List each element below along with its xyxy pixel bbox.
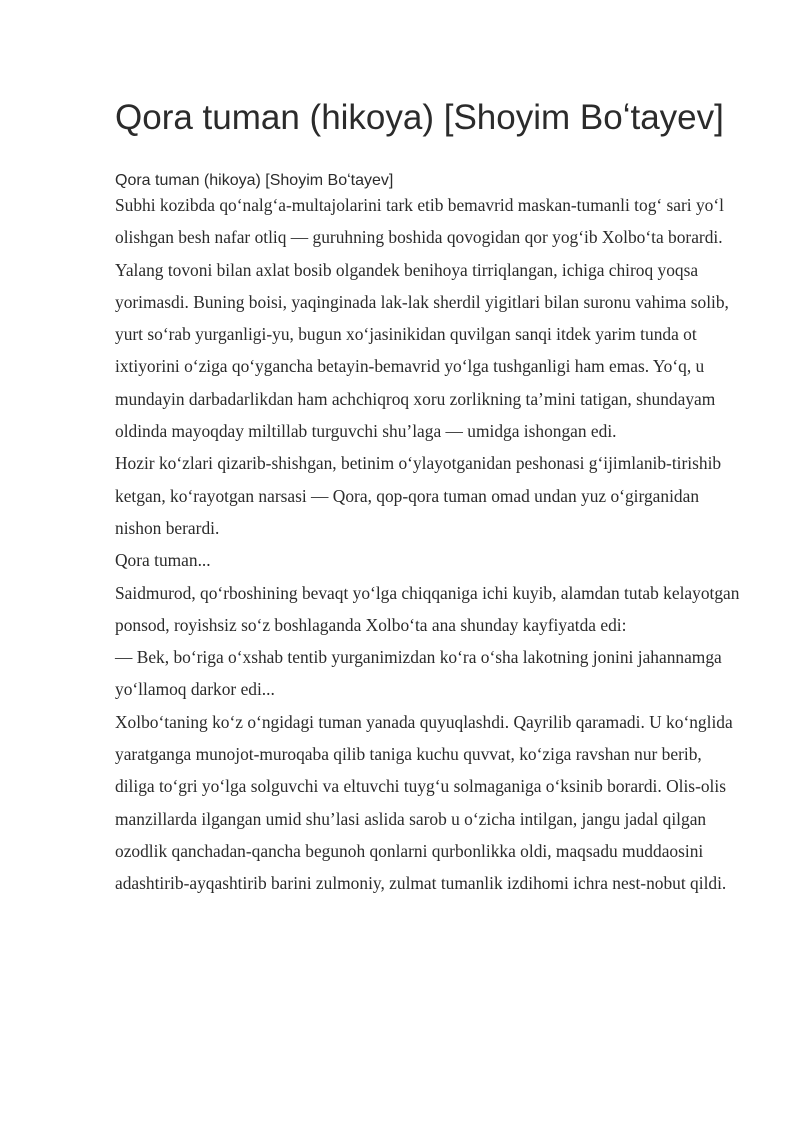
paragraph: Subhi kozibda qoʻnalgʻa-multajolarini tark etib bemavrid maskan-tumanli togʻ sari yoʻl olishgan besh nafar otliq — guruhning boshida qovogidan qor yogʻib Xolboʻta borardi. Yalang tovoni bilan axlat bosib olgandek benihoya tirriqlangan, ichiga chiroq yoqsa yorimasdi. Buning boisi, yaqinginada lak-lak sherdil yigitlari bilan suronu vahima solib, yurt soʻrab yurganligi-yu, bugun xoʻjasinikidan quvilgan sanqi itdek yarim tunda ot ixtiyorini oʻziga qoʻyganchа betayin-bemavrid yoʻlga tushganligi ham emas. Yoʻq, u mundayin darbadarlikdan ham achchiqroq xoru zorlikning taʼmini tatigan, shundayam oldinda mayoqday miltillab turguvchi shuʼlaga — umidga ishongan edi. (115, 195, 729, 442)
document-title: Qora tuman (hikoya) [Shoyim Boʻtayev] (115, 98, 724, 137)
document-page (115, 96, 745, 900)
paragraph: Qora tuman... (115, 550, 211, 571)
paragraph: Xolboʻtaning koʻz oʻngidagi tuman yanada quyuqlashdi. Qayrilib qaramadi. U koʻnglida yaratganga munojot-muroqaba qilib taniga kuchu quvvat, koʻziga ravshan nur berib, diliga toʻgri yoʻlga solguvchi va eltuvchi tuygʻu solmaganiga oʻksinib borardi. Olis-olis manzillarda ilgangan umid shuʼlasi aslida sarob u oʻzicha intilgan, jangu jadal qilgan ozodlik qanchadan-qancha begunoh qonlarni qurbonlikka oldi, maqsadu muddaosini adashtirib-ayqashtirib barini zulmoniy, zulmat tumanlik izdihomi ichra nest-nobut qildi. (115, 711, 733, 894)
paragraph: Saidmurod, qoʻrboshining bevaqt yoʻlga chiqqaniga ichi kuyib, alamdan tutab kelayotgan ponsod, royishsiz soʻz boshlaganda Xolboʻta ana shunday kayfiyatda edi: (115, 582, 740, 635)
document-body (115, 189, 745, 900)
document-subtitle: Qora tuman (hikoya) [Shoyim Boʻtayev] (115, 172, 394, 189)
paragraph: — Bek, boʻriga oʻxshab tentib yurganimizdan koʻra oʻsha lakotning jonini jahannamga yoʻllamoq darkor edi... (115, 647, 722, 700)
paragraph: Hozir koʻzlari qizarib-shishgan, betinim oʻylayotganidan peshonasi gʻijimlanib-tirishib ketgan, koʻrayotgan narsasi — Qora, qop-qora tuman omad undan yuz oʻgirganidan nishon berardi. (115, 453, 722, 538)
